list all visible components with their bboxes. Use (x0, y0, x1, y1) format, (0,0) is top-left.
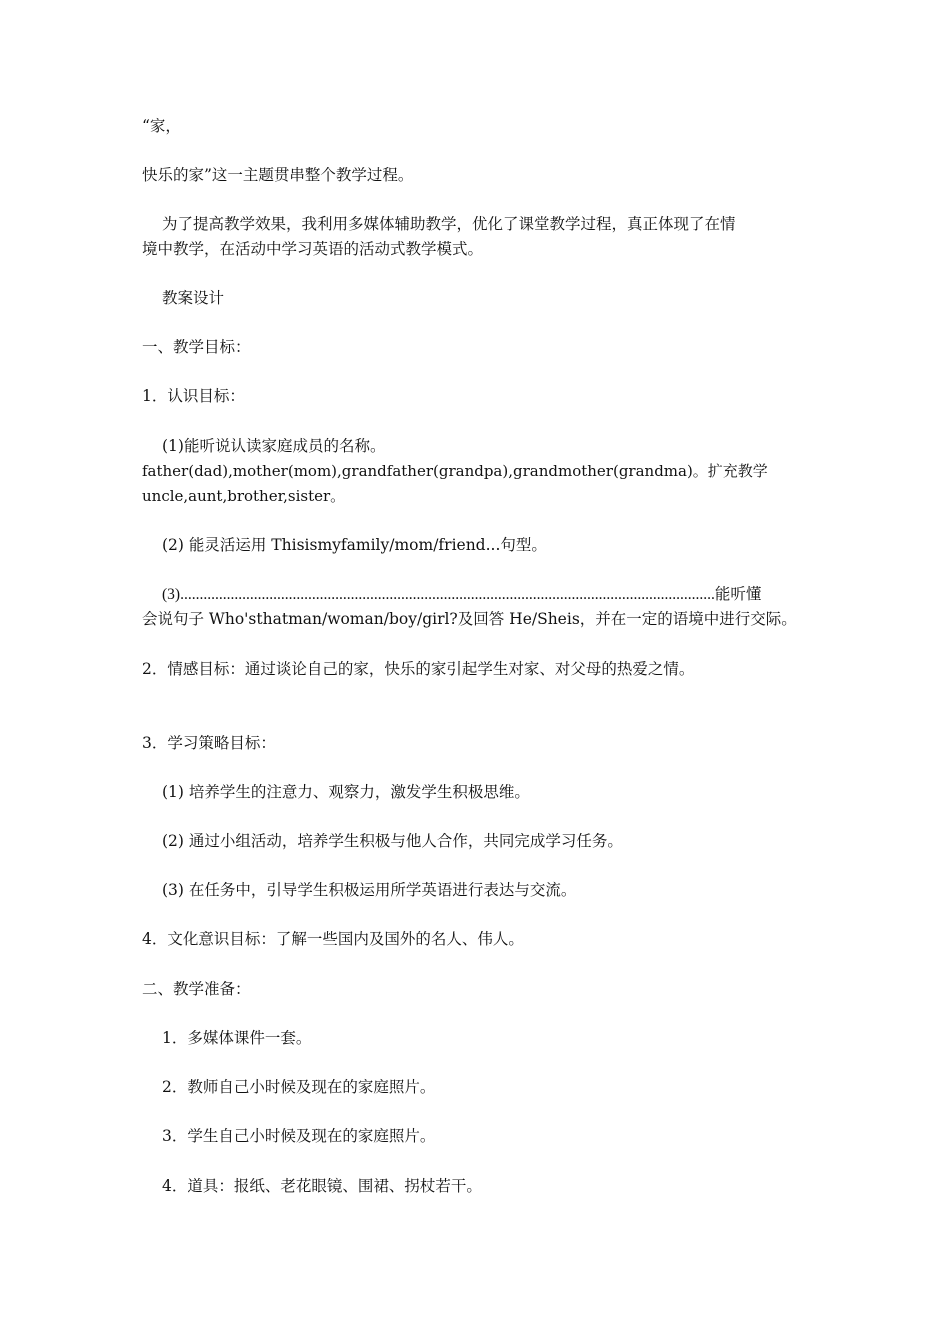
intro-paragraph-line-1: 为了提高教学效果，我利用多媒体辅助教学，优化了课堂教学过程，真正体现了在情 (162, 215, 736, 233)
preparation-item-4: 4．道具：报纸、老花眼镜、围裙、拐杖若干。 (162, 1177, 482, 1195)
intro-paragraph-line-2: 境中教学，在活动中学习英语的活动式教学模式。 (142, 240, 484, 258)
objective-1-item-3-line-1: (3)..........................................................................................................................................能听懂 (162, 586, 762, 603)
preparation-item-2: 2．教师自己小时候及现在的家庭照片。 (162, 1078, 436, 1096)
objective-3-item-3: (3) 在任务中，引导学生积极运用所学英语进行表达与交流。 (162, 881, 577, 899)
objective-1-item-1-line-2: father(dad),mother(mom),grandfather(grandpa),grandmother(grandma)。扩充教学 (142, 462, 768, 480)
objective-1-title: 1．认识目标： (142, 387, 245, 405)
objective-1-item-1-line-3: uncle,aunt,brother,sister。 (142, 487, 346, 505)
objective-2-emotional: 2．情感目标：通过谈论自己的家，快乐的家引起学生对家、对父母的热爱之情。 (142, 660, 695, 678)
objective-3-title: 3．学习策略目标： (142, 734, 276, 752)
objective-4-cultural: 4．文化意识目标：了解一些国内及国外的名人、伟人。 (142, 930, 524, 948)
section-title-teaching-objectives: 一、教学目标： (142, 338, 251, 356)
objective-1-item-2: (2) 能灵活运用 Thisismyfamily/mom/friend...句型。 (162, 536, 547, 554)
text-line-quote-home: “家， (142, 117, 181, 135)
objective-1-item-1-line-1: (1)能听说认读家庭成员的名称。 (162, 437, 386, 455)
objective-3-item-2: (2) 通过小组活动，培养学生积极与他人合作，共同完成学习任务。 (162, 832, 623, 850)
objective-3-item-1: (1) 培养学生的注意力、观察力，激发学生积极思维。 (162, 783, 530, 801)
preparation-item-1: 1．多媒体课件一套。 (162, 1029, 312, 1047)
heading-lesson-design: 教案设计 (162, 289, 225, 307)
section-title-teaching-preparation: 二、教学准备： (142, 980, 251, 998)
text-line-theme: 快乐的家”这一主题贯串整个教学过程。 (142, 166, 414, 184)
preparation-item-3: 3．学生自己小时候及现在的家庭照片。 (162, 1127, 436, 1145)
objective-1-item-3-line-2: 会说句子 Who'sthatman/woman/boy/girl?及回答 He/Sheis，并在一定的语境中进行交际。 (142, 610, 797, 628)
